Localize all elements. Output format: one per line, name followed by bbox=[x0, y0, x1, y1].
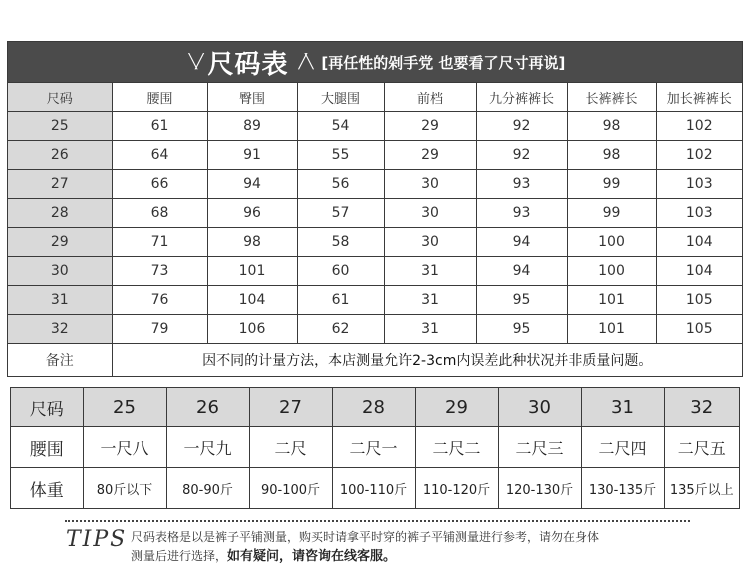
size-cell: 25 bbox=[83, 388, 166, 427]
tips-line-1: 尺码表格是以是裤子平铺测量，购买时请拿平时穿的裤子平铺测量进行参考，请勿在身体 bbox=[131, 530, 600, 544]
measurement-cell: 102 bbox=[656, 112, 742, 141]
measurement-cell: 91 bbox=[207, 141, 297, 170]
table-row bbox=[8, 199, 742, 228]
size-cell: 32 bbox=[8, 315, 112, 344]
table-header-row bbox=[8, 83, 742, 112]
size-cell: 31 bbox=[581, 388, 664, 427]
size-chart-banner bbox=[8, 42, 742, 83]
measurement-cell: 29 bbox=[384, 112, 476, 141]
tips-line-2-start: 测量后进行选择， bbox=[131, 549, 228, 563]
measurement-cell: 61 bbox=[297, 286, 384, 315]
waist-cell: 一尺九 bbox=[166, 427, 249, 468]
size-cell: 29 bbox=[415, 388, 498, 427]
measurement-cell: 99 bbox=[567, 199, 656, 228]
measurement-cell: 73 bbox=[112, 257, 207, 286]
tips-label: TIPS bbox=[66, 527, 128, 552]
measurement-cell: 101 bbox=[567, 315, 656, 344]
note-row bbox=[8, 344, 742, 377]
measurement-cell: 29 bbox=[384, 141, 476, 170]
measurement-cell: 71 bbox=[112, 228, 207, 257]
weight-cell: 80斤以下 bbox=[83, 468, 166, 509]
note-label: 备注 bbox=[8, 344, 112, 377]
measurement-cell: 62 bbox=[297, 315, 384, 344]
measurement-cell: 79 bbox=[112, 315, 207, 344]
measurement-cell: 60 bbox=[297, 257, 384, 286]
measurement-cell: 95 bbox=[476, 286, 567, 315]
waist-row-label: 腰围 bbox=[11, 427, 83, 468]
waist-cell: 二尺 bbox=[249, 427, 332, 468]
measurement-cell: 100 bbox=[567, 228, 656, 257]
header-extra-length: 加长裤裤长 bbox=[656, 83, 742, 112]
measurement-cell: 93 bbox=[476, 199, 567, 228]
tips-line-2-emphasis: 如有疑问，请咨询在线客服。 bbox=[227, 549, 397, 564]
size-row bbox=[11, 388, 739, 427]
waist-cell: 二尺二 bbox=[415, 427, 498, 468]
size-cell: 27 bbox=[8, 170, 112, 199]
waist-cell: 二尺五 bbox=[664, 427, 739, 468]
measurement-cell: 56 bbox=[297, 170, 384, 199]
note-text: 因不同的计量方法，本店测量允许2-3cm内误差此种状况并非质量问题。 bbox=[112, 344, 742, 377]
waist-cell: 二尺四 bbox=[581, 427, 664, 468]
size-cell: 28 bbox=[8, 199, 112, 228]
measurement-cell: 92 bbox=[476, 112, 567, 141]
measurement-cell: 99 bbox=[567, 170, 656, 199]
weight-grid bbox=[11, 388, 739, 508]
measurement-cell: 54 bbox=[297, 112, 384, 141]
size-cell: 29 bbox=[8, 228, 112, 257]
weight-row bbox=[11, 468, 739, 509]
measurement-cell: 101 bbox=[207, 257, 297, 286]
size-chart-table bbox=[7, 41, 743, 377]
measurement-grid bbox=[8, 83, 742, 376]
measurement-cell: 105 bbox=[656, 286, 742, 315]
table-row bbox=[8, 170, 742, 199]
measurement-cell: 68 bbox=[112, 199, 207, 228]
measurement-cell: 30 bbox=[384, 228, 476, 257]
table-row bbox=[8, 228, 742, 257]
measurement-cell: 104 bbox=[207, 286, 297, 315]
measurement-cell: 106 bbox=[207, 315, 297, 344]
measurement-cell: 55 bbox=[297, 141, 384, 170]
measurement-cell: 103 bbox=[656, 170, 742, 199]
size-cell: 26 bbox=[166, 388, 249, 427]
weight-cell: 90-100斤 bbox=[249, 468, 332, 509]
table-row bbox=[8, 315, 742, 344]
measurement-cell: 94 bbox=[476, 228, 567, 257]
header-front-rise: 前档 bbox=[384, 83, 476, 112]
measurement-cell: 92 bbox=[476, 141, 567, 170]
tips-line-2 bbox=[131, 547, 696, 566]
size-cell: 27 bbox=[249, 388, 332, 427]
measurement-cell: 76 bbox=[112, 286, 207, 315]
measurement-cell: 57 bbox=[297, 199, 384, 228]
measurement-cell: 89 bbox=[207, 112, 297, 141]
weight-cell: 130-135斤 bbox=[581, 468, 664, 509]
size-chart-subtitle: [再任性的剁手党 也要看了尺寸再说] bbox=[321, 53, 566, 72]
measurement-cell: 98 bbox=[567, 112, 656, 141]
table-row bbox=[8, 257, 742, 286]
measurement-cell: 94 bbox=[207, 170, 297, 199]
weight-cell: 110-120斤 bbox=[415, 468, 498, 509]
measurement-cell: 31 bbox=[384, 315, 476, 344]
measurement-cell: 30 bbox=[384, 199, 476, 228]
measurement-cell: 30 bbox=[384, 170, 476, 199]
measurement-cell: 103 bbox=[656, 199, 742, 228]
size-cell: 31 bbox=[8, 286, 112, 315]
measurement-cell: 58 bbox=[297, 228, 384, 257]
header-hip: 臀围 bbox=[207, 83, 297, 112]
size-cell: 28 bbox=[332, 388, 415, 427]
size-cell: 30 bbox=[498, 388, 581, 427]
waist-row bbox=[11, 427, 739, 468]
tips-divider bbox=[65, 520, 690, 522]
measurement-cell: 105 bbox=[656, 315, 742, 344]
measurement-cell: 61 bbox=[112, 112, 207, 141]
size-chart-title: 尺码表 bbox=[207, 49, 289, 80]
size-row-label: 尺码 bbox=[11, 388, 83, 427]
measurement-cell: 64 bbox=[112, 141, 207, 170]
header-waist: 腰围 bbox=[112, 83, 207, 112]
weight-guide-table bbox=[10, 387, 740, 509]
measurement-cell: 31 bbox=[384, 286, 476, 315]
waist-cell: 一尺八 bbox=[83, 427, 166, 468]
size-cell: 32 bbox=[664, 388, 739, 427]
measurement-cell: 98 bbox=[207, 228, 297, 257]
weight-cell: 135斤以上 bbox=[664, 468, 739, 509]
measurement-cell: 95 bbox=[476, 315, 567, 344]
measurement-cell: 93 bbox=[476, 170, 567, 199]
size-cell: 30 bbox=[8, 257, 112, 286]
header-ninth-length: 九分裤裤长 bbox=[476, 83, 567, 112]
measurement-cell: 98 bbox=[567, 141, 656, 170]
table-row bbox=[8, 141, 742, 170]
weight-cell: 100-110斤 bbox=[332, 468, 415, 509]
header-size: 尺码 bbox=[8, 83, 112, 112]
weight-row-label: 体重 bbox=[11, 468, 83, 509]
measurement-cell: 94 bbox=[476, 257, 567, 286]
waist-cell: 二尺三 bbox=[498, 427, 581, 468]
header-thigh: 大腿围 bbox=[297, 83, 384, 112]
measurement-cell: 31 bbox=[384, 257, 476, 286]
tips-text bbox=[131, 528, 696, 566]
waist-cell: 二尺一 bbox=[332, 427, 415, 468]
size-cell: 26 bbox=[8, 141, 112, 170]
measurement-cell: 102 bbox=[656, 141, 742, 170]
measurement-cell: 66 bbox=[112, 170, 207, 199]
measurement-cell: 104 bbox=[656, 228, 742, 257]
size-cell: 25 bbox=[8, 112, 112, 141]
right-sparkle-icon: ╱╲ bbox=[298, 54, 312, 70]
table-row bbox=[8, 112, 742, 141]
left-sparkle-icon: ╲╱ bbox=[188, 54, 202, 70]
measurement-cell: 96 bbox=[207, 199, 297, 228]
weight-cell: 80-90斤 bbox=[166, 468, 249, 509]
table-row bbox=[8, 286, 742, 315]
header-full-length: 长裤裤长 bbox=[567, 83, 656, 112]
measurement-cell: 101 bbox=[567, 286, 656, 315]
measurement-cell: 100 bbox=[567, 257, 656, 286]
weight-cell: 120-130斤 bbox=[498, 468, 581, 509]
measurement-cell: 104 bbox=[656, 257, 742, 286]
